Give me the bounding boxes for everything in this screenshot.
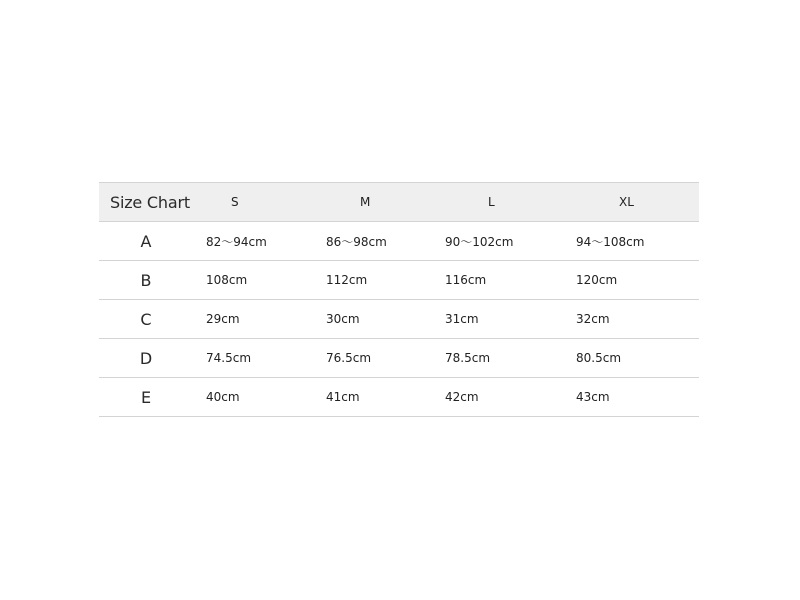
table-cell: 116cm [434,261,565,300]
table-cell: 74.5cm [195,339,315,378]
table-cell: 76.5cm [315,339,434,378]
table-cell: 42cm [434,378,565,417]
table-row [99,300,699,339]
table-cell: 94～108cm [565,222,699,261]
table-cell: 78.5cm [434,339,565,378]
table-row [99,378,699,417]
row-label-a: A [99,222,195,261]
size-chart-table [99,182,699,417]
size-chart-title: Size Chart [99,183,195,222]
table-cell: 40cm [195,378,315,417]
table-cell: 86～98cm [315,222,434,261]
size-header-m: M [315,183,434,222]
table-cell: 32cm [565,300,699,339]
table-cell: 90～102cm [434,222,565,261]
table-cell: 41cm [315,378,434,417]
row-label-b: B [99,261,195,300]
size-chart-header [99,183,699,222]
size-header-xl: XL [565,183,699,222]
table-row [99,261,699,300]
row-label-d: D [99,339,195,378]
table-cell: 80.5cm [565,339,699,378]
table-cell: 82～94cm [195,222,315,261]
table-cell: 120cm [565,261,699,300]
header-row [99,183,699,222]
table-cell: 31cm [434,300,565,339]
size-header-s: S [195,183,315,222]
row-label-c: C [99,300,195,339]
table-cell: 108cm [195,261,315,300]
table-cell: 43cm [565,378,699,417]
table-cell: 30cm [315,300,434,339]
table-row [99,339,699,378]
table-cell: 29cm [195,300,315,339]
table-cell: 112cm [315,261,434,300]
row-label-e: E [99,378,195,417]
size-header-l: L [434,183,565,222]
table-row [99,222,699,261]
size-chart-body [99,222,699,417]
